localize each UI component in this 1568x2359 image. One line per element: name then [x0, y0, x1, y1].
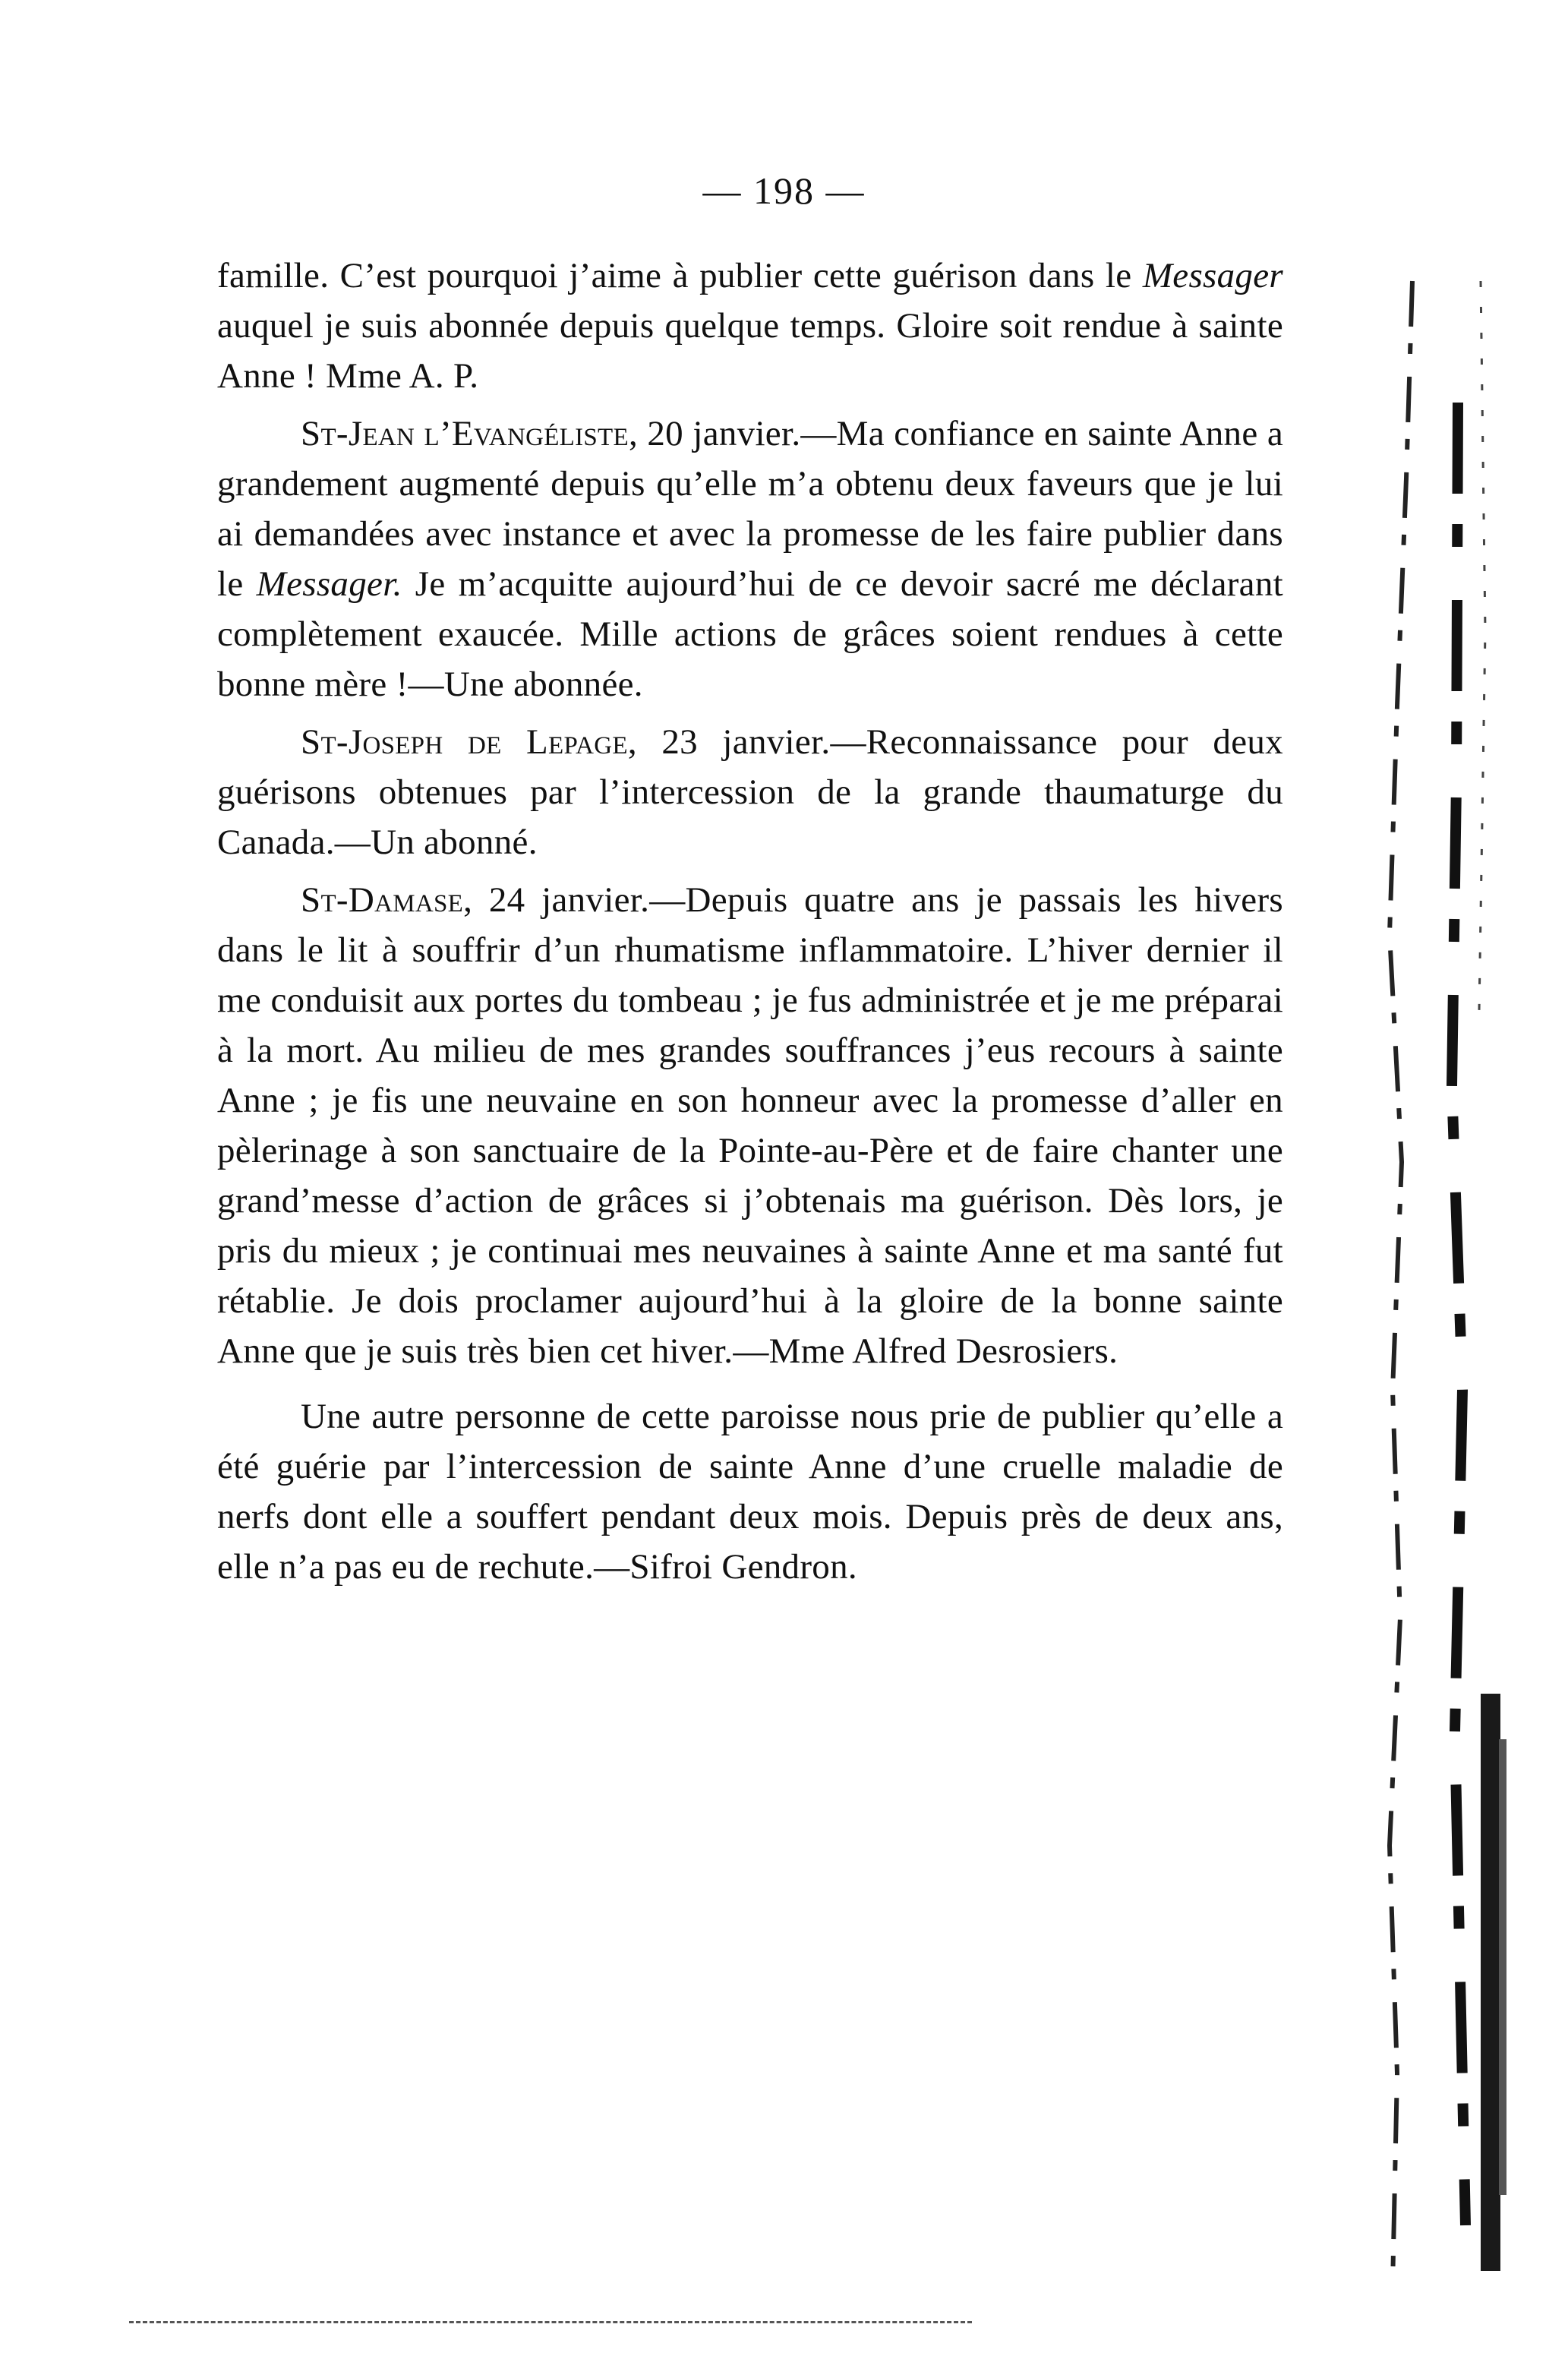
entry-text: Je m’acquitte aujourd’hui de ce devoir sacré me déclarant complètement exaucée. Mille actions de grâces soient rendues à cette bonne mère !—Une abonnée. — [217, 564, 1284, 704]
entry-place: St-Joseph de Lepage, — [301, 722, 637, 762]
continuation-text-start: famille. C’est pourquoi j’aime à publier cette guérison dans le — [217, 256, 1143, 295]
messager-title: Messager — [1142, 256, 1283, 295]
scan-edge-artifact — [1367, 251, 1534, 2301]
continuation-paragraph — [217, 251, 1283, 401]
page-number: — 198 — — [702, 169, 866, 212]
entry-text: 20 janvier.—Ma confiance en sainte Anne a grandement augmenté depuis qu’elle m’a obtenu deux faveurs que je lui ai demandées avec instance et avec la promesse de les faire publier dans le — [217, 414, 1283, 604]
entry-place: St-Jean l’Evangéliste, — [301, 414, 639, 453]
closing-paragraph: Une autre personne de cette paroisse nous prie de publier qu’elle a été guérie par l’intercession de sainte Anne d’une cruelle maladie de nerfs dont elle a souffert pendant deux mois. Depuis près de deux ans, elle n’a pas eu de rechute.—Sifroi Gendron. — [217, 1397, 1283, 1587]
entry-st-joseph — [217, 717, 1283, 867]
footer-rule — [129, 2321, 972, 2323]
messager-title: Messager. — [256, 564, 402, 604]
article-body — [217, 251, 1283, 1592]
entry-st-jean — [217, 409, 1283, 709]
continuation-text-end: auquel je suis abonnée depuis quelque temps. Gloire soit rendue à sainte Anne ! Mme A. P. — [217, 306, 1283, 396]
entry-st-damase — [217, 875, 1283, 1376]
entry-place: St-Damase, — [301, 880, 473, 920]
entry-text: 23 janvier.—Reconnaissance pour deux guérisons obtenues par l’intercession de la grande thaumaturge du Canada.—Un abonné. — [217, 722, 1283, 862]
entry-text: 24 janvier.—Depuis quatre ans je passais les hivers dans le lit à souffrir d’un rhumatisme inflammatoire. L’hiver dernier il me conduisit aux portes du tombeau ; je fus administrée et je me préparai à la mort. Au milieu de mes grandes souffrances j’eus recours à sainte Anne ; je fis une neuvaine en son honneur avec la promesse d’aller en pèlerinage à son sanctuaire de la Pointe-au-Père et de faire chanter une grand’messe d’action de grâces si j’obtenais ma guérison. Dès lors, je pris du mieux ; je continuai mes neuvaines à sainte Anne et ma santé fut rétablie. Je dois proclamer aujourd’hui à la gloire de la bonne sainte Anne que je suis très bien cet hiver.—Mme Alfred Desrosiers. — [217, 880, 1283, 1371]
